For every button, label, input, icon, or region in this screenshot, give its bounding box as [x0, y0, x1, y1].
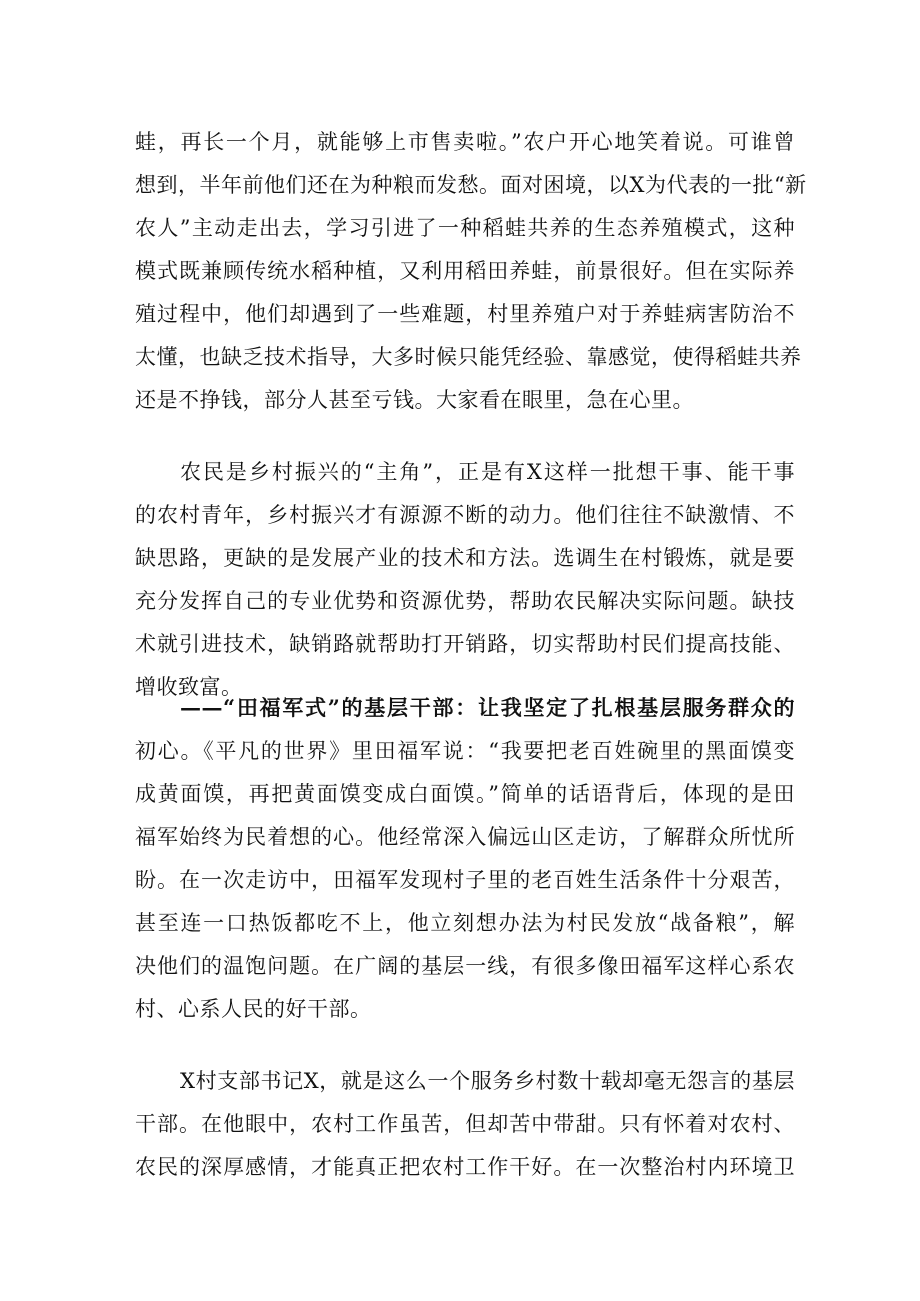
paragraph-line: 农民的深厚感情，才能真正把农村工作干好。在一次整治村内环境卫 — [135, 1155, 795, 1179]
paragraph-line: 蛙，再长一个月，就能够上市售卖啦。”农户开心地笑着说。可谁曾 — [135, 130, 795, 154]
paragraph-line: 还是不挣钱，部分人甚至亏钱。大家看在眼里，急在心里。 — [135, 388, 694, 412]
paragraph-line: 缺思路，更缺的是发展产业的技术和方法。选调生在村锻炼，就是要 — [135, 546, 795, 570]
paragraph-line: 干部。在他眼中，农村工作虽苦，但却苦中带甜。只有怀着对农村、 — [135, 1112, 795, 1136]
paragraph-line: 术就引进技术，缺销路就帮助打开销路，切实帮助村民们提高技能、 — [135, 632, 795, 656]
paragraph-line: 甚至连一口热饭都吃不上，他立刻想办法为村民发放“战备粮”，解 — [135, 911, 795, 935]
paragraph-line: 福军始终为民着想的心。他经常深入偏远山区走访，了解群众所忧所 — [135, 825, 795, 849]
paragraph-line: 增收致富。 — [135, 675, 243, 699]
paragraph-line: 成黄面馍，再把黄面馍变成白面馍。”简单的话语背后，体现的是田 — [135, 782, 795, 806]
paragraph-line: 的农村青年，乡村振兴才有源源不断的动力。他们往往不缺激情、不 — [135, 503, 795, 527]
section-heading: ——“田福军式”的基层干部：让我坚定了扎根基层服务群众的 — [180, 695, 795, 720]
paragraph-line: 村、心系人民的好干部。 — [135, 997, 372, 1021]
paragraph-line: 决他们的温饱问题。在广阔的基层一线，有很多像田福军这样心系农 — [135, 954, 795, 978]
paragraph-line: 太懂，也缺乏技术指导，大多时候只能凭经验、靠感觉，使得稻蛙共养 — [135, 345, 802, 369]
paragraph-line: 想到，半年前他们还在为种粮而发愁。面对困境，以X为代表的一批“新 — [135, 173, 807, 197]
paragraph-line: 充分发挥自己的专业优势和资源优势，帮助农民解决实际问题。缺技 — [135, 589, 795, 613]
paragraph-line: 模式既兼顾传统水稻种植，又利用稻田养蛙，前景很好。但在实际养 — [135, 259, 795, 283]
paragraph-line: 初心。《平凡的世界》里田福军说：“我要把老百姓碗里的黑面馍变 — [135, 739, 795, 763]
paragraph-line: 农民是乡村振兴的“主角”，正是有X这样一批想干事、能干事 — [180, 460, 795, 484]
paragraph-line: 盼。在一次走访中，田福军发现村子里的老百姓生活条件十分艰苦， — [135, 868, 795, 892]
paragraph-line: X村支部书记X，就是这么一个服务乡村数十载却毫无怨言的基层 — [180, 1069, 795, 1093]
paragraph-line: 殖过程中，他们却遇到了一些难题，村里养殖户对于养蛙病害防治不 — [135, 302, 795, 326]
paragraph-line: 农人”主动走出去，学习引进了一种稻蛙共养的生态养殖模式，这种 — [135, 216, 795, 240]
